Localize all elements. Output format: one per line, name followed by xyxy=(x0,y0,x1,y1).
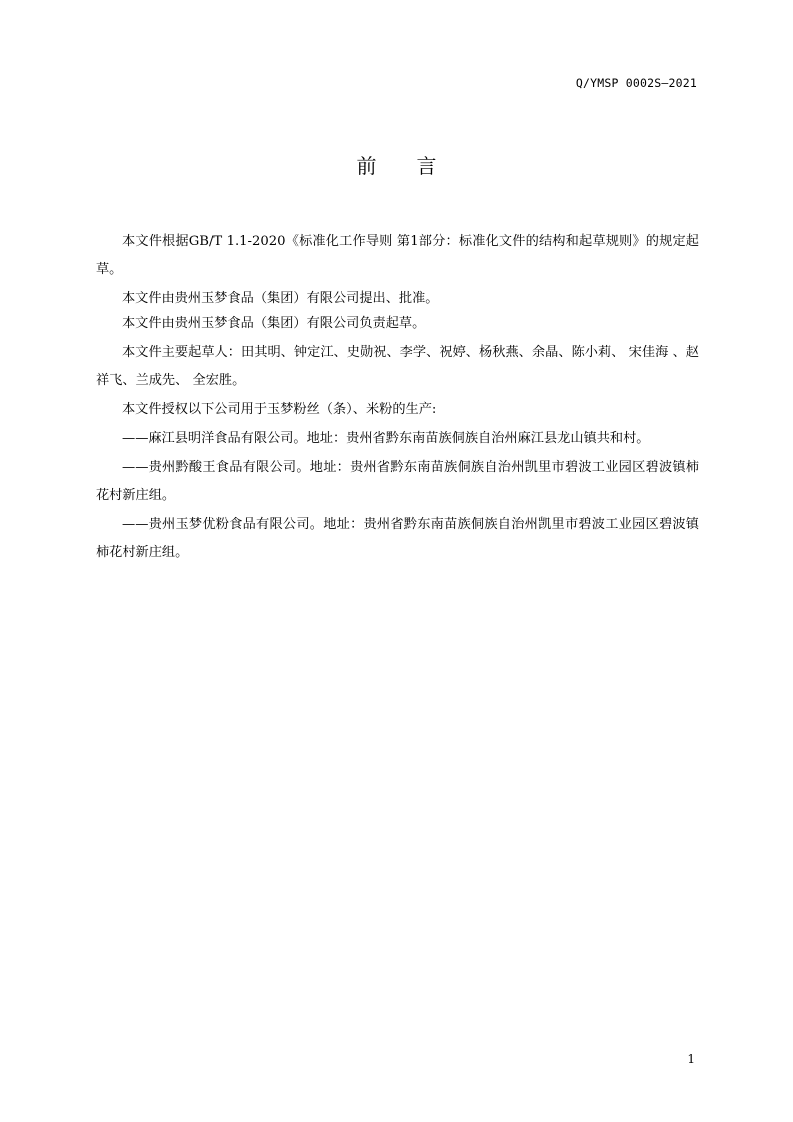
document-body xyxy=(96,228,699,567)
page-title: 前言 xyxy=(356,154,477,178)
page-number: 1 xyxy=(687,1052,695,1066)
document-code: Q/YMSP 0002S—2021 xyxy=(575,76,697,90)
paragraph-drafting-unit: 本文件由贵州玉梦食品（集团）有限公司负责起草。 xyxy=(122,316,426,331)
list-item-company-1: ——麻江县明洋食品有限公司。地址：贵州省黔东南苗族侗族自治州麻江县龙山镇共和村。 xyxy=(122,431,650,446)
paragraph-authorization: 本文件授权以下公司用于玉梦粉丝（条）、米粉的生产: xyxy=(122,402,437,417)
list-item-company-3: ——贵州玉梦优粉食品有限公司。地址：贵州省黔东南苗族侗族自治州凯里市碧波工业园区碧波镇柿花村新庄组。 xyxy=(96,517,699,560)
paragraph-drafters: 本文件主要起草人：田其明、钟定江、史勋祝、李学、祝婷、杨秋燕、余晶、陈小莉、 宋佳海 、赵祥飞、兰成先、 全宏胜。 xyxy=(96,345,699,388)
paragraph-drafting-basis: 本文件根据GB/T 1.1-2020《标准化工作导则 第1部分：标准化文件的结构和起草规则》的规定起草。 xyxy=(96,234,699,277)
list-item-company-2: ——贵州黔酸王食品有限公司。地址：贵州省黔东南苗族侗族自治州凯里市碧波工业园区碧波镇柿花村新庄组。 xyxy=(96,460,699,503)
paragraph-proposer: 本文件由贵州玉梦食品（集团）有限公司提出、批准。 xyxy=(122,291,439,306)
